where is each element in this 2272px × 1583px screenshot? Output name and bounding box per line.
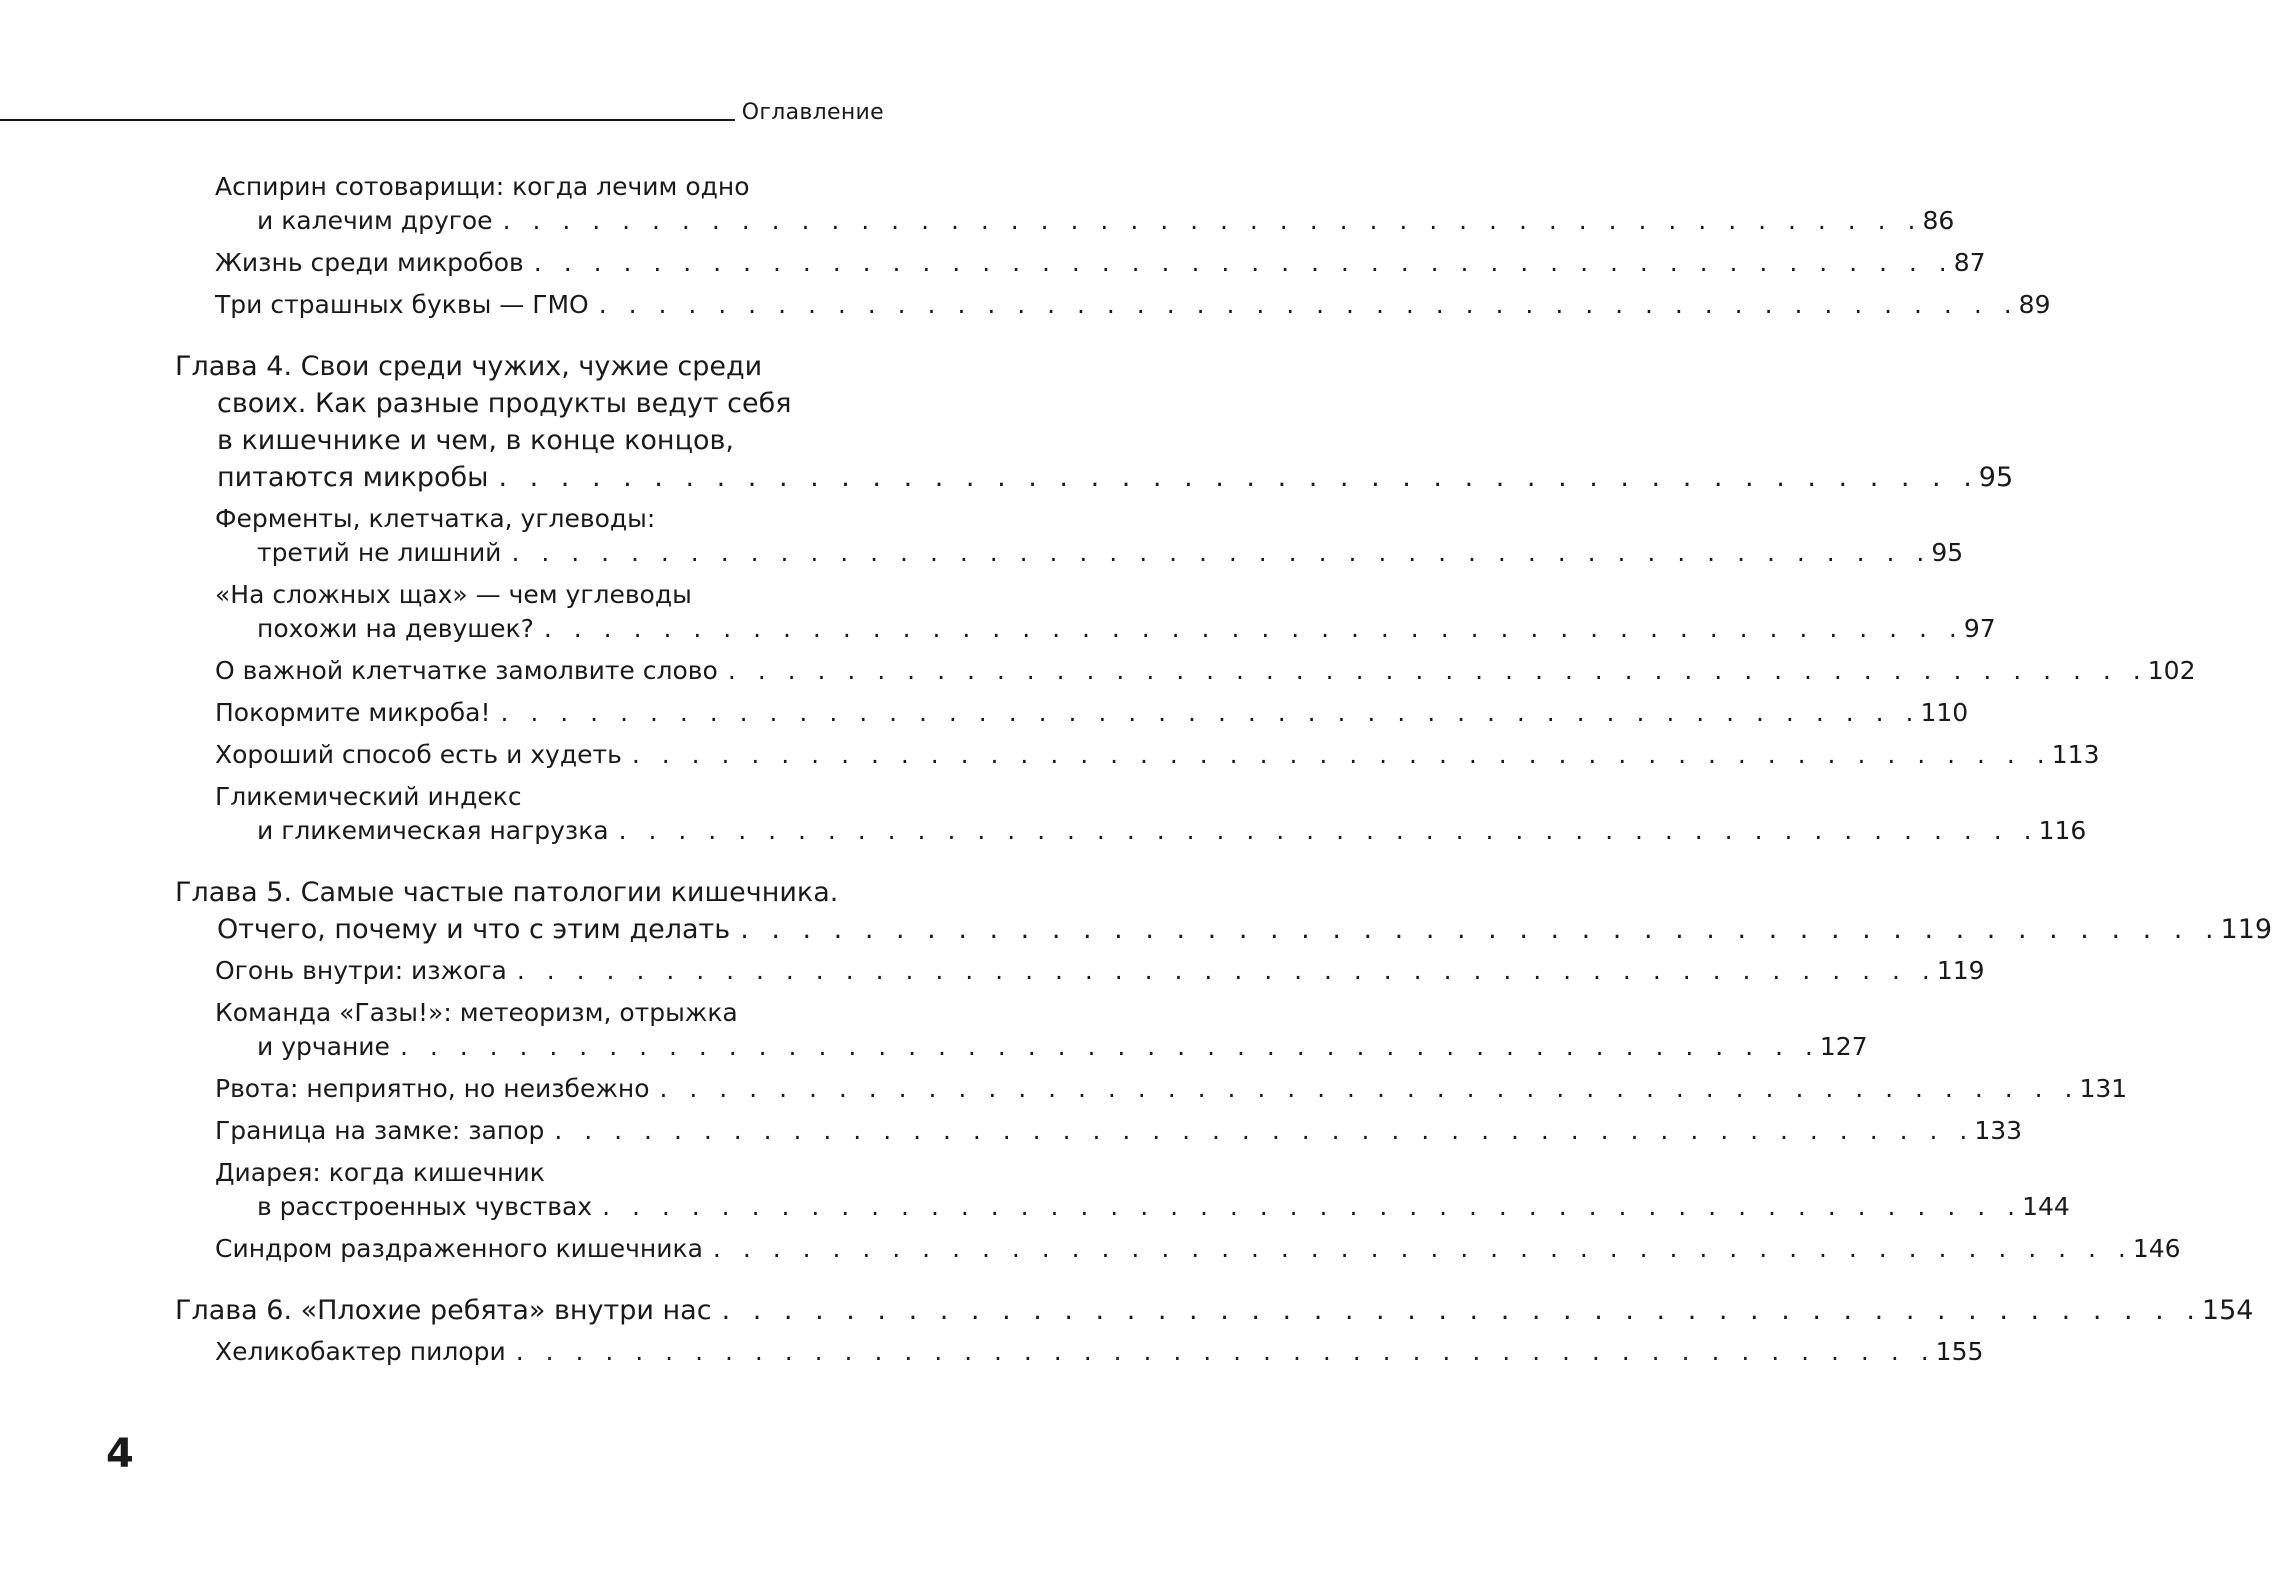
toc-page-number: 95: [1931, 538, 1964, 567]
dot-leader: . . . . . . . . . . . . . . . . . . . . . . . . . . . . . . . . . . . . . . . . . . . . . . . .: [631, 740, 2052, 769]
toc-page-number: 155: [1935, 1337, 1984, 1366]
toc-section-entry[interactable]: [215, 654, 2196, 688]
toc-section-entry[interactable]: [215, 1072, 2128, 1106]
dot-leader: . . . . . . . . . . . . . . . . . . . . . . . . . . . . . . . . . . . . . . . . . . . . . . . .: [712, 1234, 2133, 1263]
header-rule: [0, 119, 735, 121]
toc-entry-title-line: Ферменты, клетчатка, углеводы:: [215, 504, 656, 533]
toc-entry-title-line: Жизнь среди микробов: [215, 248, 524, 277]
dot-leader: . . . . . . . . . . . . . . . . . . . . . . . . . . . . . . . . . . . . . . . . . . . . . . . .: [721, 1295, 2202, 1326]
dot-leader: . . . . . . . . . . . . . . . . . . . . . . . . . . . . . . . . . . . . . . . . . . . . . . . .: [554, 1116, 1975, 1145]
toc-section-entry[interactable]: [215, 502, 1964, 570]
toc-page-number: 97: [1963, 614, 1996, 643]
toc-section-entry[interactable]: [215, 738, 2100, 772]
toc-entry-title-line: третий не лишний: [257, 538, 502, 567]
dot-leader: . . . . . . . . . . . . . . . . . . . . . . . . . . . . . . . . . . . . . . . . . . . . . . . .: [533, 248, 1954, 277]
toc-entry-title-line: «На сложных щах» — чем углеводы: [215, 580, 692, 609]
dot-leader: . . . . . . . . . . . . . . . . . . . . . . . . . . . . . . . . . . . . . . . . . . . . . . . .: [727, 656, 2148, 685]
dot-leader: . . . . . . . . . . . . . . . . . . . . . . . . . . . . . . . . . . . . . . . . . . . . . . . .: [602, 1192, 2023, 1221]
toc-entry-title-line: и урчание: [257, 1032, 390, 1061]
toc-section-entry[interactable]: [215, 246, 1986, 280]
toc-chapter-entry[interactable]: [175, 348, 2014, 496]
table-of-contents: [175, 170, 2272, 1377]
toc-entry-title-line: Рвота: неприятно, но неизбежно: [215, 1074, 650, 1103]
toc-page-number: 154: [2201, 1295, 2254, 1326]
dot-leader: . . . . . . . . . . . . . . . . . . . . . . . . . . . . . . . . . . . . . . . . . . . . . . . .: [515, 1337, 1936, 1366]
toc-entry-title-line: Диарея: когда кишечник: [215, 1158, 545, 1187]
toc-entry-title-line: Глава 6. «Плохие ребята» внутри нас: [175, 1295, 712, 1326]
dot-leader: . . . . . . . . . . . . . . . . . . . . . . . . . . . . . . . . . . . . . . . . . . . . . . . .: [598, 290, 2019, 319]
toc-page-number: 116: [2038, 816, 2087, 845]
toc-section-entry[interactable]: [215, 1114, 2023, 1148]
toc-section-entry[interactable]: [215, 288, 2051, 322]
toc-entry-title-line: Огонь внутри: изжога: [215, 956, 507, 985]
toc-page-number: 95: [1978, 462, 2014, 493]
toc-entry-title-line: Синдром раздраженного кишечника: [215, 1234, 703, 1263]
toc-page-number: 127: [1819, 1032, 1868, 1061]
running-head: [0, 98, 884, 134]
toc-entry-title-line: Гликемический индекс: [215, 782, 522, 811]
toc-section-entry[interactable]: [215, 1232, 2181, 1266]
dot-leader: . . . . . . . . . . . . . . . . . . . . . . . . . . . . . . . . . . . . . . . . . . . . . . . .: [511, 538, 1932, 567]
toc-entry-title-line: Хеликобактер пилори: [215, 1337, 506, 1366]
toc-page-number: 102: [2147, 656, 2196, 685]
toc-page-number: 146: [2132, 1234, 2181, 1263]
toc-section-entry[interactable]: [215, 996, 1868, 1064]
toc-entry-title-line: О важной клетчатке замолвите слово: [215, 656, 718, 685]
toc-section-entry[interactable]: [215, 1156, 2070, 1224]
toc-section-entry[interactable]: [215, 954, 1985, 988]
dot-leader: . . . . . . . . . . . . . . . . . . . . . . . . . . . . . . . . . . . . . . . . . . . . . . . .: [399, 1032, 1820, 1061]
toc-entry-title-line: своих. Как разные продукты ведут себя: [217, 388, 792, 419]
toc-page-number: 144: [2022, 1192, 2070, 1221]
toc-section-entry[interactable]: [215, 696, 1969, 730]
page-number: 4: [106, 1431, 134, 1477]
toc-page-number: 110: [1920, 698, 1969, 727]
toc-entry-title-line: Команда «Газы!»: метеоризм, отрыжка: [215, 998, 738, 1027]
dot-leader: . . . . . . . . . . . . . . . . . . . . . . . . . . . . . . . . . . . . . . . . . . . . . . . .: [740, 914, 2221, 945]
dot-leader: . . . . . . . . . . . . . . . . . . . . . . . . . . . . . . . . . . . . . . . . . . . . . . . .: [498, 462, 1979, 493]
toc-section-entry[interactable]: [215, 578, 1996, 646]
toc-entry-title-line: Граница на замке: запор: [215, 1116, 545, 1145]
toc-page-number: 89: [2018, 290, 2051, 319]
toc-entry-title-line: и калечим другое: [257, 206, 493, 235]
toc-page-number: 119: [2220, 914, 2272, 945]
toc-entry-title-line: Глава 5. Самые частые патологии кишечника.: [175, 877, 839, 908]
toc-entry-title-line: питаются микробы: [217, 462, 489, 493]
toc-entry-title-line: Три страшных буквы — ГМО: [215, 290, 589, 319]
toc-entry-title-line: в кишечнике и чем, в конце концов,: [217, 425, 734, 456]
toc-entry-title-line: Хороший способ есть и худеть: [215, 740, 622, 769]
toc-entry-title-line: в расстроенных чувствах: [257, 1192, 593, 1221]
dot-leader: . . . . . . . . . . . . . . . . . . . . . . . . . . . . . . . . . . . . . . . . . . . . . . . .: [500, 698, 1921, 727]
toc-section-entry[interactable]: [215, 780, 2087, 848]
running-head-title: Оглавление: [741, 100, 884, 125]
toc-page-number: 113: [2051, 740, 2100, 769]
toc-section-entry[interactable]: [215, 170, 1955, 238]
dot-leader: . . . . . . . . . . . . . . . . . . . . . . . . . . . . . . . . . . . . . . . . . . . . . . . .: [618, 816, 2039, 845]
toc-section-entry[interactable]: [215, 1335, 1984, 1369]
toc-page-number: 86: [1922, 206, 1955, 235]
toc-entry-title-line: похожи на девушек?: [257, 614, 534, 643]
toc-entry-title-line: Аспирин сотоварищи: когда лечим одно: [215, 172, 750, 201]
dot-leader: . . . . . . . . . . . . . . . . . . . . . . . . . . . . . . . . . . . . . . . . . . . . . . . .: [543, 614, 1964, 643]
dot-leader: . . . . . . . . . . . . . . . . . . . . . . . . . . . . . . . . . . . . . . . . . . . . . . . .: [659, 1074, 2080, 1103]
toc-page-number: 131: [2079, 1074, 2128, 1103]
toc-page-number: 119: [1936, 956, 1985, 985]
toc-entry-title-line: и гликемическая нагрузка: [257, 816, 609, 845]
toc-page-number: 133: [1974, 1116, 2023, 1145]
toc-chapter-entry[interactable]: [175, 874, 2272, 948]
toc-page-number: 87: [1953, 248, 1986, 277]
toc-chapter-entry[interactable]: [175, 1292, 2254, 1329]
dot-leader: . . . . . . . . . . . . . . . . . . . . . . . . . . . . . . . . . . . . . . . . . . . . . . . .: [502, 206, 1923, 235]
toc-entry-title-line: Глава 4. Свои среди чужих, чужие среди: [175, 351, 763, 382]
dot-leader: . . . . . . . . . . . . . . . . . . . . . . . . . . . . . . . . . . . . . . . . . . . . . . . .: [516, 956, 1937, 985]
toc-entry-title-line: Покормите микроба!: [215, 698, 491, 727]
toc-entry-title-line: Отчего, почему и что с этим делать: [217, 914, 731, 945]
